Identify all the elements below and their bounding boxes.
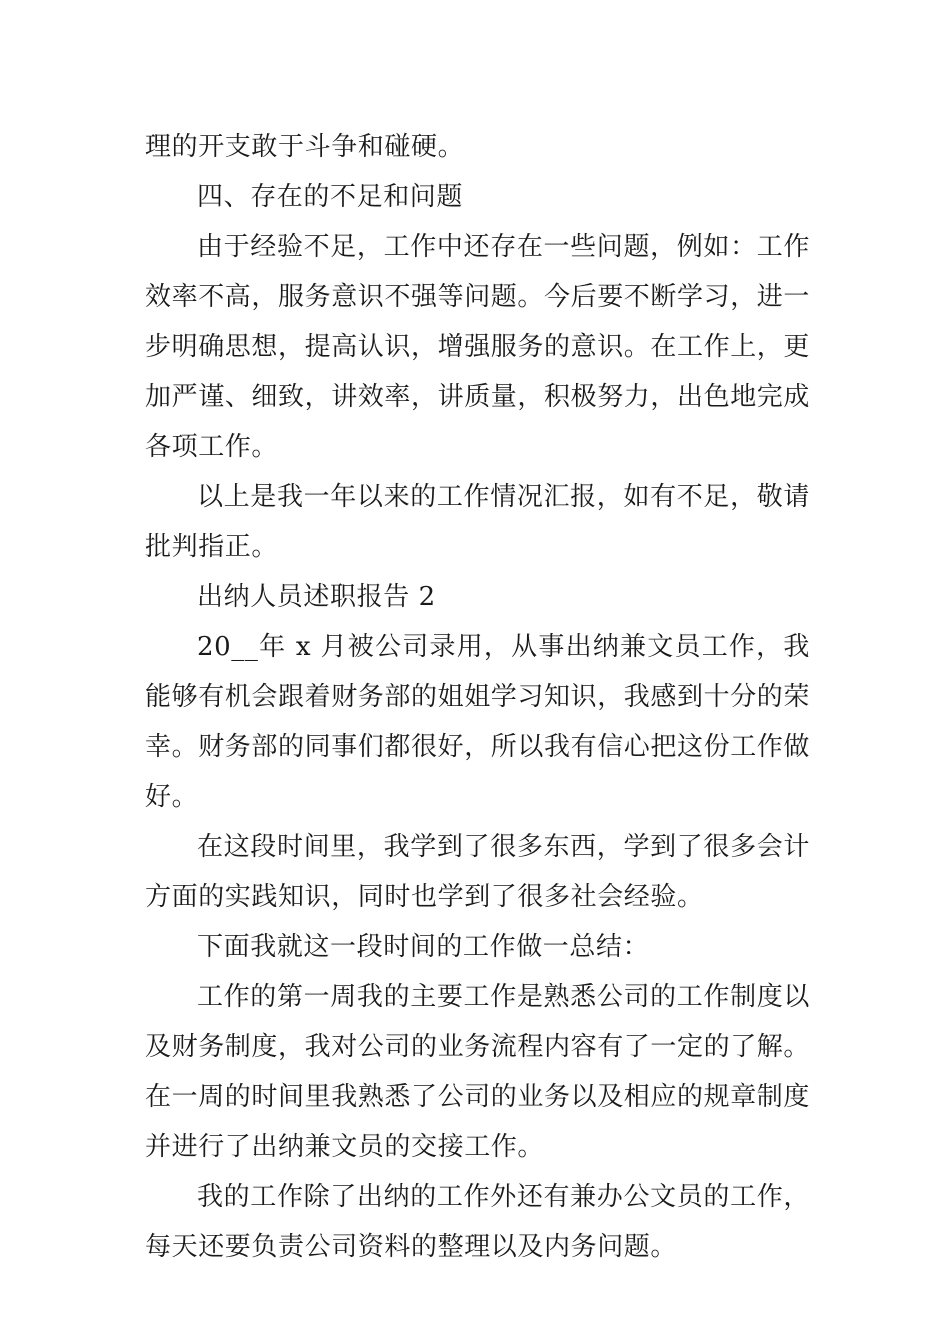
- paragraph-hiring: 20__年 x 月被公司录用，从事出纳兼文员工作，我能够有机会跟着财务部的姐姐学习知识，我感到十分的荣幸。财务部的同事们都很好，所以我有信心把这份工作做好。: [145, 632, 811, 812]
- paragraph-closing: 以上是我一年以来的工作情况汇报，如有不足，敬请批判指正。: [145, 482, 810, 562]
- paragraph-learning: 在这段时间里，我学到了很多东西，学到了很多会计方面的实践知识，同时也学到了很多社会经验。: [145, 832, 810, 912]
- paragraph-first-week: 工作的第一周我的主要工作是熟悉公司的工作制度以及财务制度，我对公司的业务流程内容有了一定的了解。在一周的时间里我熟悉了公司的业务以及相应的规章制度并进行了出纳兼文员的交接工作。: [145, 982, 811, 1162]
- paragraph-summary-intro: 下面我就这一段时间的工作做一总结：: [197, 932, 650, 962]
- section-heading-deficiencies: 四、存在的不足和问题: [197, 182, 464, 212]
- paragraph-duties: 我的工作除了出纳的工作外还有兼办公文员的工作，每天还要负责公司资料的整理以及内务问题。: [145, 1182, 810, 1262]
- paragraph-problems: 由于经验不足，工作中还存在一些问题，例如：工作效率不高，服务意识不强等问题。今后要不断学习，进一步明确思想，提高认识，增强服务的意识。在工作上，更加严谨、细致，讲效率，讲质量，积极努力，出色地完成各项工作。: [145, 232, 811, 462]
- paragraph-continuation: 理的开支敢于斗争和碰硬。: [145, 132, 465, 162]
- document-body: [145, 122, 810, 1272]
- report-title-2: 出纳人员述职报告 2: [197, 582, 436, 612]
